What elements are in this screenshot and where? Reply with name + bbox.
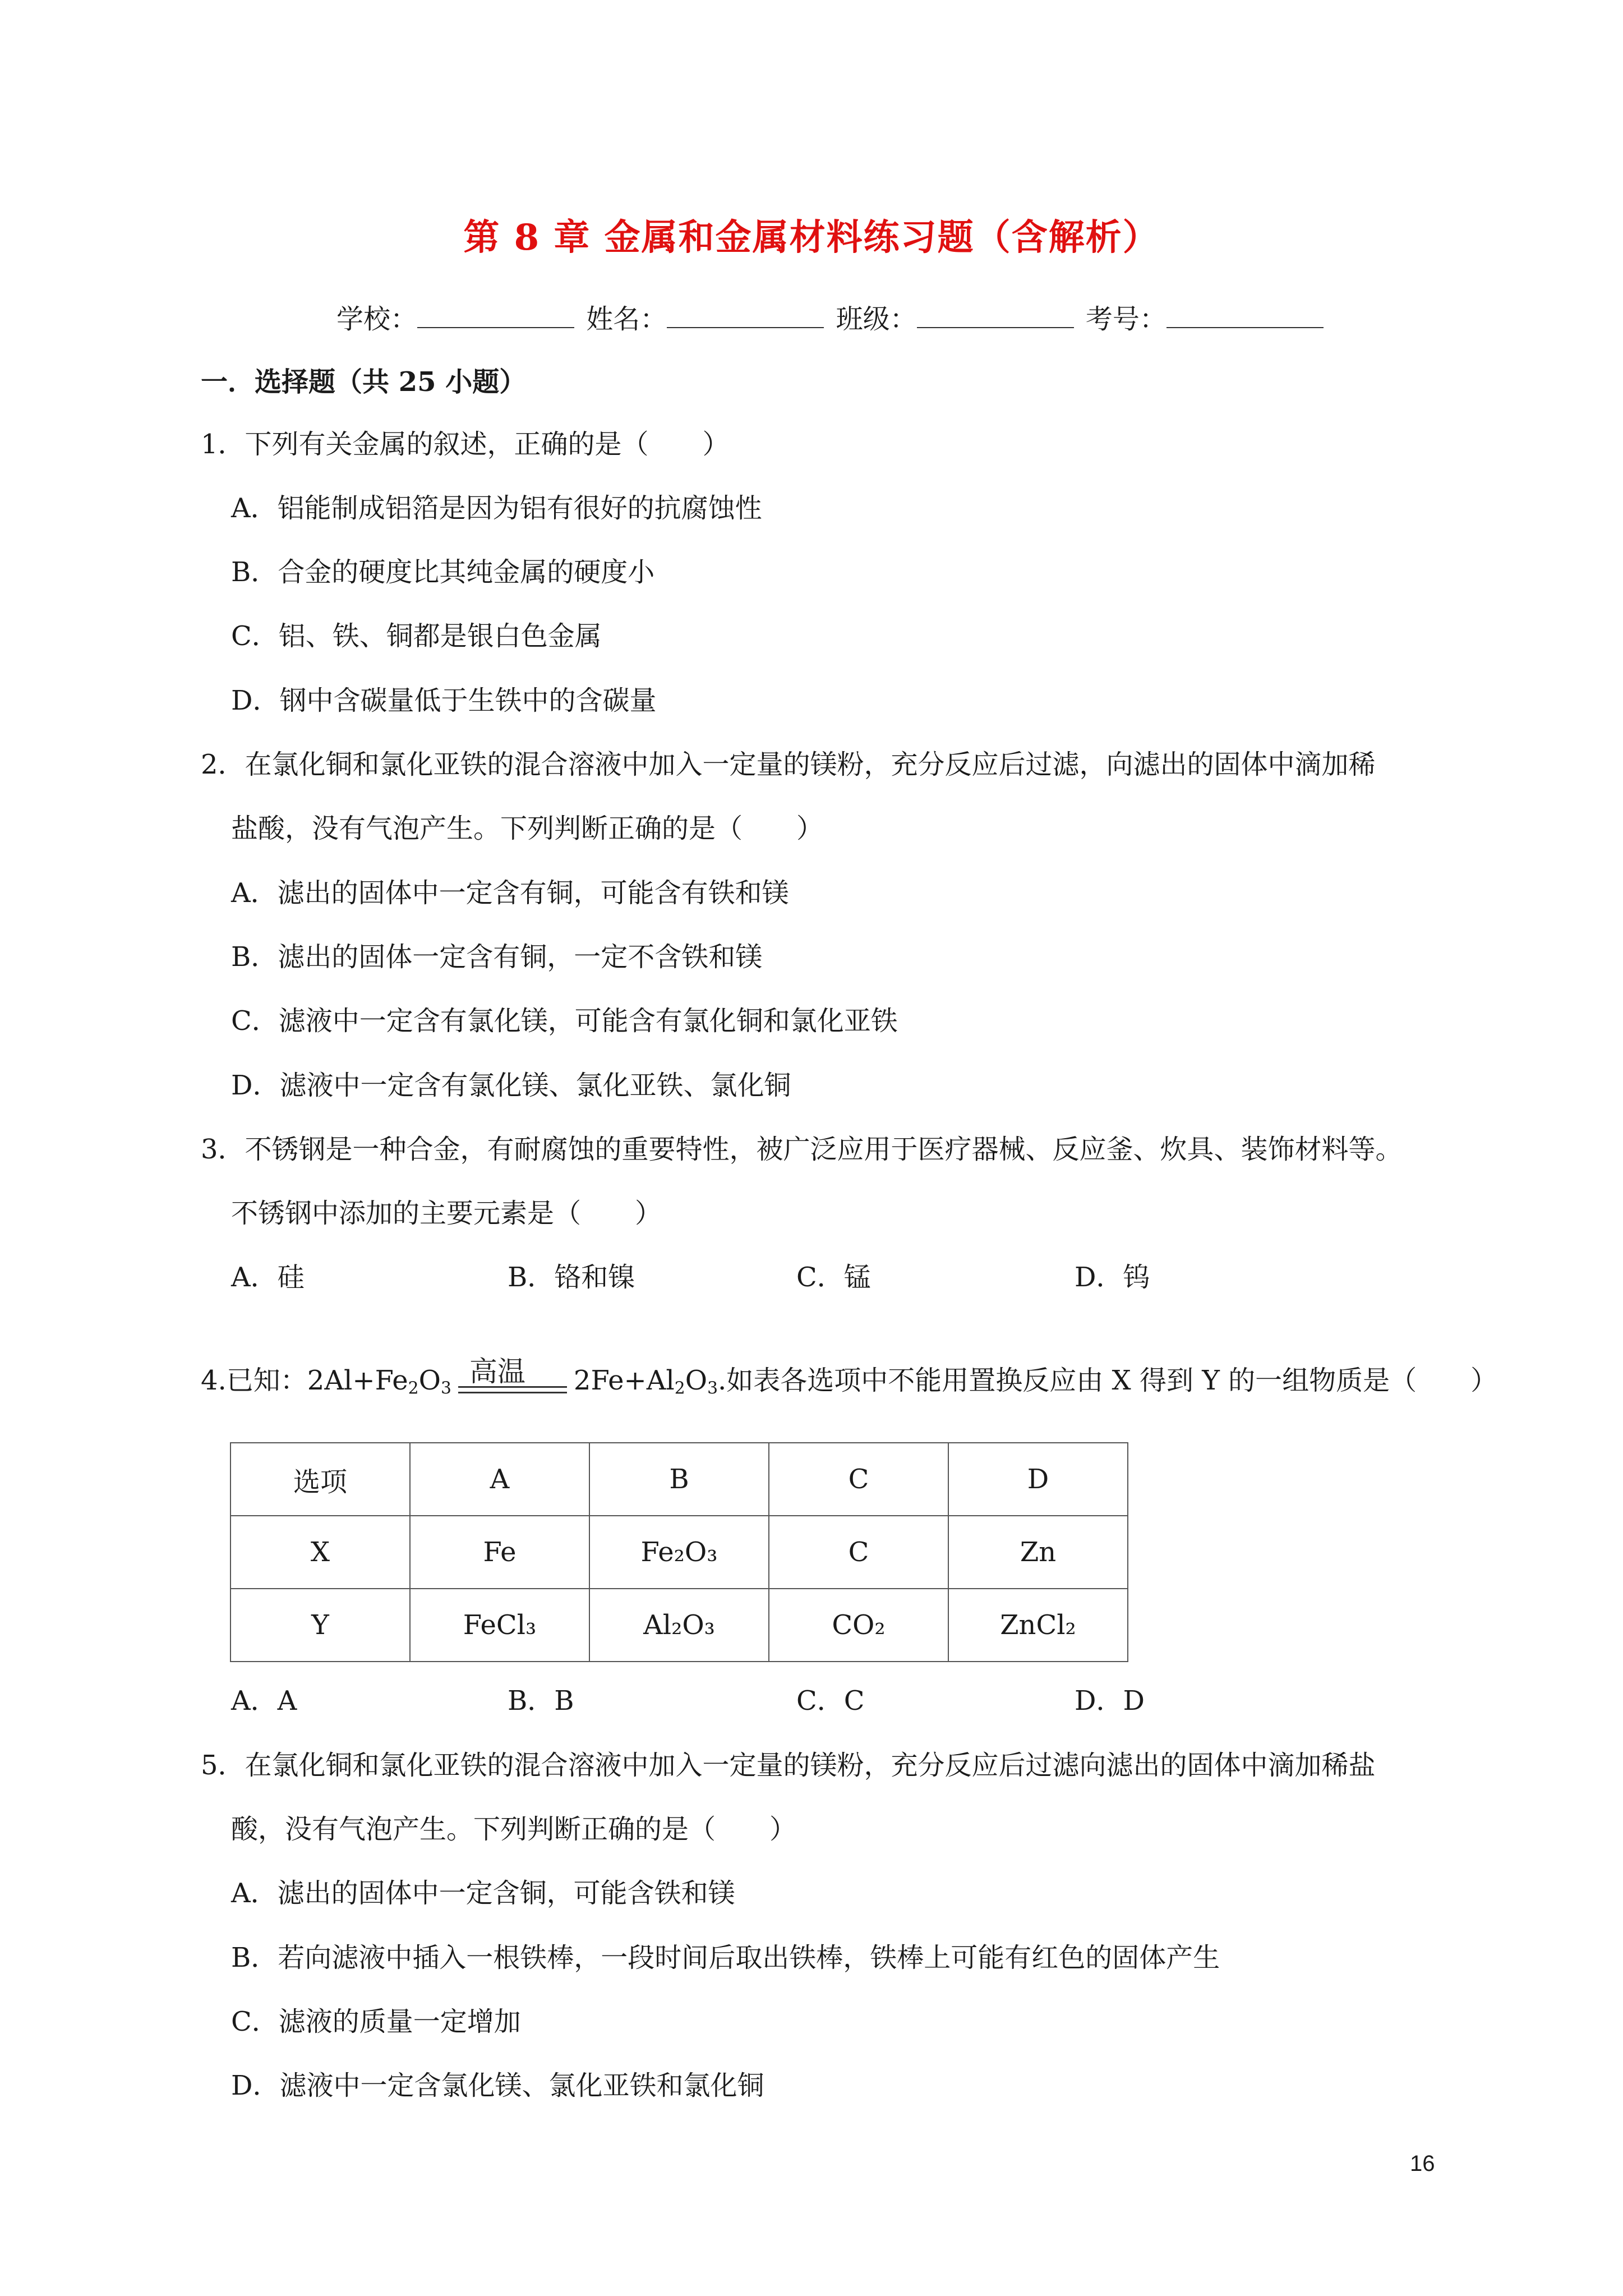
exam-no-blank	[1166, 305, 1324, 328]
question-4-table	[230, 1442, 1128, 1662]
question-3-option-c: C．锰	[796, 1262, 871, 1293]
table-cell: C	[769, 1516, 948, 1589]
class-label: 班级：	[836, 303, 917, 335]
table-cell: X	[230, 1516, 410, 1589]
name-label: 姓名：	[586, 303, 667, 335]
question-1-option-d: D．钢中含碳量低于生铁中的含碳量	[231, 685, 657, 716]
school-label: 学校：	[336, 303, 418, 335]
question-5-option-b: B．若向滤液中插入一根铁棒，一段时间后取出铁棒，铁棒上可能有红色的固体产生	[231, 1942, 1220, 1973]
subscript: 2	[408, 1378, 419, 1398]
student-info-line	[336, 297, 1327, 336]
page-number: 16	[1410, 2151, 1435, 2176]
question-2-option-c: C．滤液中一定含有氯化镁，可能含有氯化铜和氯化亚铁	[231, 1005, 898, 1037]
section-heading: 一．选择题（共 25 小题）	[201, 366, 527, 398]
question-3-stem-line-1: 3．不锈钢是一种合金，有耐腐蚀的重要特性，被广泛应用于医疗器械、反应釜、炊具、装饰材料等。	[201, 1134, 1403, 1165]
question-3-option-b: B．铬和镍	[508, 1262, 635, 1293]
question-1-option-c: C．铝、铁、铜都是银白色金属	[231, 620, 602, 652]
table-cell: C	[769, 1443, 948, 1516]
question-2-stem-line-2: 盐酸，没有气泡产生。下列判断正确的是（ ）	[231, 813, 824, 844]
question-2-option-b: B．滤出的固体一定含有铜，一定不含铁和镁	[231, 941, 763, 973]
table-row-x	[230, 1516, 1128, 1589]
question-2-stem-line-1: 2．在氯化铜和氯化亚铁的混合溶液中加入一定量的镁粉，充分反应后过滤，向滤出的固体中滴加稀	[201, 749, 1376, 780]
table-header-row	[230, 1443, 1128, 1516]
question-1-option-a: A．铝能制成铝箔是因为铝有很好的抗腐蚀性	[231, 493, 762, 524]
question-4-option-a: A．A	[231, 1685, 297, 1717]
table-cell: Fe	[410, 1516, 589, 1589]
question-4-option-b: B．B	[508, 1685, 574, 1717]
oxygen-symbol: O	[418, 1365, 441, 1396]
oxygen-symbol: O	[685, 1365, 708, 1396]
table-cell: 选项	[230, 1443, 410, 1516]
table-cell: B	[589, 1443, 769, 1516]
equals-line-bottom	[458, 1392, 567, 1393]
table-cell: D	[948, 1443, 1128, 1516]
equation-reactants: 4.已知：2Al+Fe	[201, 1365, 408, 1396]
condition-label: 高温	[469, 1355, 525, 1388]
question-1-stem: 1．下列有关金属的叙述，正确的是（ ）	[201, 429, 730, 460]
page-title: 第 8 章 金属和金属材料练习题（含解析）	[463, 217, 1160, 259]
class-blank	[917, 305, 1074, 328]
subscript: 3	[707, 1378, 718, 1398]
table-cell: ZnCl₂	[948, 1589, 1128, 1662]
subscript: 3	[440, 1378, 451, 1398]
table-cell: CO₂	[769, 1589, 948, 1662]
subscript: 2	[674, 1378, 685, 1398]
table-row-y	[230, 1589, 1128, 1662]
table-cell: Fe₂O₃	[589, 1516, 769, 1589]
equation-products: 2Fe+Al	[573, 1365, 675, 1396]
question-4-option-c: C．C	[796, 1685, 865, 1717]
table-cell: Y	[230, 1589, 410, 1662]
question-4-stem	[201, 1355, 1498, 1398]
question-4-option-d: D．D	[1075, 1685, 1145, 1717]
reaction-condition	[454, 1355, 571, 1394]
question-5-stem-line-2: 酸，没有气泡产生。下列判断正确的是（ ）	[231, 1814, 797, 1845]
question-5-option-d: D．滤液中一定含氯化镁、氯化亚铁和氯化铜	[231, 2070, 764, 2101]
question-5-option-c: C．滤液的质量一定增加	[231, 2006, 521, 2037]
exam-no-label: 考号：	[1085, 303, 1166, 335]
question-5-stem-line-1: 5．在氯化铜和氯化亚铁的混合溶液中加入一定量的镁粉，充分反应后过滤向滤出的固体中滴加稀盐	[201, 1750, 1376, 1781]
question-3-option-d: D．钨	[1075, 1262, 1150, 1293]
table-cell: A	[410, 1443, 589, 1516]
name-blank	[667, 305, 824, 328]
question-3-stem-line-2: 不锈钢中添加的主要元素是（ ）	[231, 1198, 662, 1229]
question-2-option-a: A．滤出的固体中一定含有铜，可能含有铁和镁	[231, 877, 789, 909]
school-blank	[417, 305, 574, 328]
table-cell: Zn	[948, 1516, 1128, 1589]
equals-line-top	[458, 1386, 567, 1388]
question-4-stem-rest: .如表各选项中不能用置换反应由 X 得到 Y 的一组物质是（ ）	[718, 1365, 1498, 1396]
table-cell: Al₂O₃	[589, 1589, 769, 1662]
question-3-option-a: A．硅	[231, 1262, 305, 1293]
question-5-option-a: A．滤出的固体中一定含铜，可能含铁和镁	[231, 1878, 735, 1909]
table-cell: FeCl₃	[410, 1589, 589, 1662]
question-1-option-b: B．合金的硬度比其纯金属的硬度小	[231, 556, 655, 588]
question-2-option-d: D．滤液中一定含有氯化镁、氯化亚铁、氯化铜	[231, 1070, 791, 1101]
